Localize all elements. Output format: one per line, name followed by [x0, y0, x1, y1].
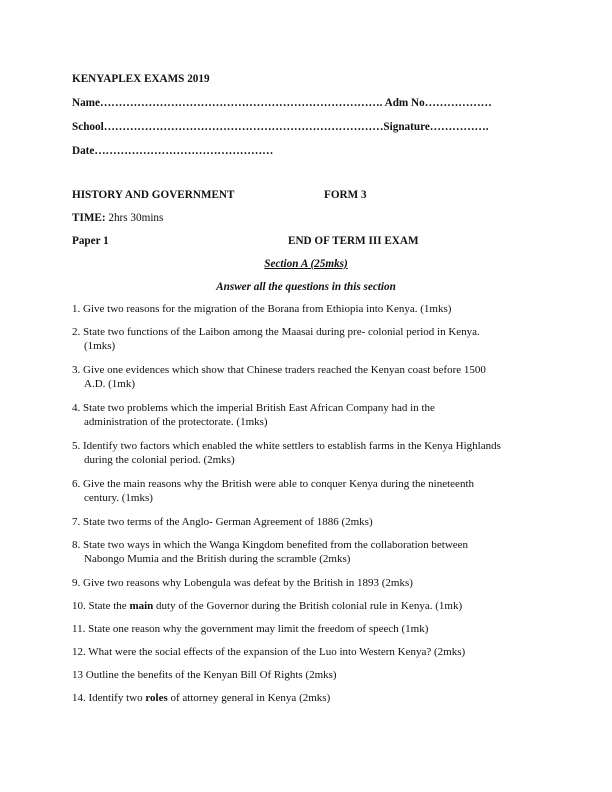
name-adm-line: Name…………………………………………………………………. Adm No………………: [72, 97, 492, 109]
paper-label: Paper 1: [72, 235, 109, 247]
question-text-rest: duty of the Governor during the British colonial rule in Kenya. (1mk): [153, 600, 463, 612]
question-text: 9. Give two reasons why Lobengula was defeat by the British in 1893 (2mks): [72, 577, 413, 589]
question-text: 2. State two functions of the Laibon among the Maasai during pre- colonial period in Kenya.: [72, 326, 480, 338]
time-value: 2hrs 30mins: [108, 212, 164, 224]
question-5: [72, 439, 542, 467]
question-text: 4. State two problems which the imperial British East African Company had in the: [72, 402, 435, 414]
question-3: [72, 363, 542, 391]
question-text: 12. What were the social effects of the expansion of the Luo into Western Kenya? (2mks): [72, 646, 466, 658]
form-heading: FORM 3: [324, 189, 367, 201]
question-12: [72, 645, 542, 659]
question-11: [72, 622, 542, 636]
question-text: 8. State two ways in which the Wanga Kingdom benefited from the collaboration between: [72, 539, 469, 551]
question-10: [72, 599, 542, 613]
question-text: 13 Outline the benefits of the Kenyan Bill Of Rights (2mks): [72, 669, 337, 681]
question-text-cont: administration of the protectorate. (1mks): [84, 416, 268, 428]
question-text: 11. State one reason why the government may limit the freedom of speech (1mk): [72, 623, 429, 635]
question-7: [72, 515, 542, 529]
question-text: 3. Give one evidences which show that Chinese traders reached the Kenyan coast before 1500: [72, 364, 486, 376]
question-2: [72, 325, 542, 353]
question-text: 10. State the: [72, 600, 130, 612]
date-line: Date…………………………………………: [72, 145, 274, 157]
school-signature-line: School…………………………………………………………………Signature…………….: [72, 121, 489, 133]
emphasis-word: roles: [145, 692, 168, 704]
question-4: [72, 401, 542, 429]
question-text: 1. Give two reasons for the migration of the Borana from Ethiopia into Kenya. (1mks): [72, 303, 452, 315]
time-line: [72, 211, 163, 225]
question-text: 5. Identify two factors which enabled the white settlers to establish farms in the Kenya Highlands: [72, 440, 501, 452]
term-heading: END OF TERM III EXAM: [288, 235, 419, 247]
question-13: [72, 668, 542, 682]
question-text-cont: (1mks): [84, 340, 116, 352]
question-text: 7. State two terms of the Anglo- German Agreement of 1886 (2mks): [72, 516, 373, 528]
question-text-cont: Nabongo Mumia and the British during the scramble (2mks): [84, 553, 351, 565]
question-text-cont: during the colonial period. (2mks): [84, 454, 235, 466]
question-text: 6. Give the main reasons why the British were able to conquer Kenya during the nineteenth: [72, 478, 474, 490]
time-label: TIME:: [72, 212, 106, 224]
question-text: 14. Identify two: [72, 692, 146, 704]
question-text-rest: of attorney general in Kenya (2mks): [167, 692, 331, 704]
question-1: [72, 302, 542, 316]
question-6: [72, 477, 542, 505]
section-instruction: Answer all the questions in this section: [216, 281, 396, 293]
subject-heading: HISTORY AND GOVERNMENT: [72, 189, 235, 201]
question-9: [72, 576, 542, 590]
question-text-cont: century. (1mks): [84, 492, 153, 504]
exam-title: KENYAPLEX EXAMS 2019: [72, 73, 210, 85]
section-title: Section A (25mks): [264, 258, 348, 270]
emphasis-word: main: [129, 600, 154, 612]
question-14: [72, 691, 542, 705]
question-text-cont: A.D. (1mk): [84, 378, 136, 390]
question-8: [72, 538, 542, 566]
